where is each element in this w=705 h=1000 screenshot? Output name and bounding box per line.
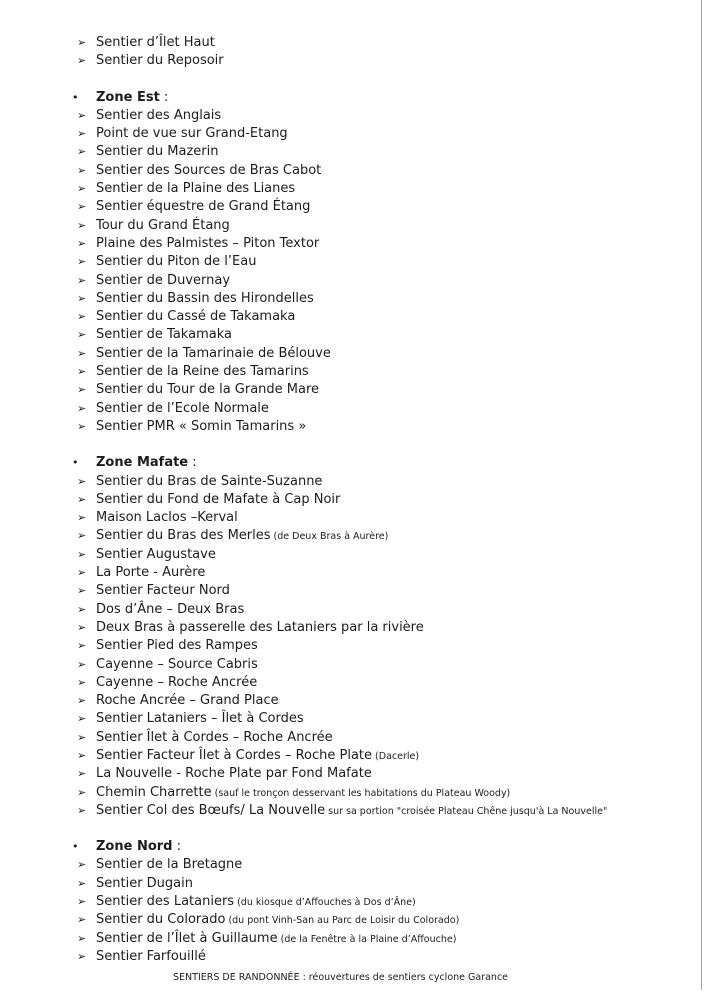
zone-section [0, 838, 700, 966]
arrow-bullet-icon: ➢ [77, 108, 87, 122]
trail-name: Sentier de l’Îlet à Guillaume [96, 930, 278, 946]
arrow-bullet-icon: ➢ [77, 675, 87, 689]
arrow-bullet-icon: ➢ [77, 383, 87, 397]
zone-heading [0, 454, 700, 472]
arrow-bullet-icon: ➢ [77, 182, 87, 196]
trail-name: Sentier Lataniers – Îlet à Cordes [96, 711, 304, 727]
trail-name: Sentier du Mazerin [96, 144, 219, 160]
list-item [0, 911, 700, 929]
trail-name: Sentier équestre de Grand Étang [96, 199, 311, 215]
arrow-bullet-icon: ➢ [77, 748, 87, 762]
arrow-bullet-icon: ➢ [77, 511, 87, 525]
trail-name: Plaine des Palmistes – Piton Textor [96, 235, 320, 251]
list-item [0, 893, 700, 911]
trail-name: Sentier du Bras de Sainte-Suzanne [96, 473, 323, 489]
trail-name: Sentier du Colorado [96, 912, 226, 928]
trail-name: Sentier du Piton de l’Eau [96, 254, 257, 270]
trail-name: Sentier Farfouillé [96, 948, 206, 964]
list-item [0, 235, 700, 253]
arrow-bullet-icon: ➢ [77, 949, 87, 963]
list-item [0, 217, 700, 235]
list-item [0, 875, 700, 893]
arrow-bullet-icon: ➢ [77, 602, 87, 616]
list-item [0, 765, 700, 783]
list-item [0, 290, 700, 308]
list-item [0, 674, 700, 692]
arrow-bullet-icon: ➢ [77, 291, 87, 305]
list-item [0, 601, 700, 619]
trail-name: Sentier de la Plaine des Lianes [96, 181, 296, 197]
arrow-bullet-icon: ➢ [77, 401, 87, 415]
list-item [0, 856, 700, 874]
arrow-bullet-icon: ➢ [77, 547, 87, 561]
arrow-bullet-icon: ➢ [77, 712, 87, 726]
trail-name: Sentier Facteur Nord [96, 583, 230, 599]
list-item [0, 400, 700, 418]
list-item [0, 656, 700, 674]
trail-name: Cayenne – Source Cabris [96, 656, 258, 672]
trail-note: (sauf le tronçon desservant les habitations du Plateau Woody) [211, 787, 511, 799]
zone-title-colon: : [188, 455, 197, 471]
bullet-icon: • [72, 456, 79, 470]
trail-name: Sentier des Lataniers [96, 894, 235, 910]
list-item [0, 253, 700, 271]
trail-name: Sentier de l’Ecole Normale [96, 400, 269, 416]
arrow-bullet-icon: ➢ [77, 584, 87, 598]
arrow-bullet-icon: ➢ [77, 657, 87, 671]
zone-section [0, 89, 700, 437]
arrow-bullet-icon: ➢ [77, 913, 87, 927]
trail-name: Sentier Augustave [96, 546, 216, 562]
list-item [0, 180, 700, 198]
arrow-bullet-icon: ➢ [77, 730, 87, 744]
zone-title: Zone Est [96, 89, 160, 105]
list-item [0, 326, 700, 344]
arrow-bullet-icon: ➢ [77, 346, 87, 360]
list-item [0, 473, 700, 491]
trail-name: Chemin Charrette [96, 784, 212, 800]
list-item [0, 162, 700, 180]
list-item [0, 710, 700, 728]
list-item [0, 948, 700, 966]
zone-title: Zone Mafate [96, 455, 189, 471]
list-item [0, 527, 700, 545]
arrow-bullet-icon: ➢ [77, 694, 87, 708]
list-item [0, 637, 700, 655]
list-item [0, 34, 700, 52]
zones-list [0, 89, 700, 967]
list-item [0, 802, 700, 820]
zone-heading [0, 838, 700, 856]
arrow-bullet-icon: ➢ [77, 419, 87, 433]
arrow-bullet-icon: ➢ [77, 876, 87, 890]
arrow-bullet-icon: ➢ [77, 218, 87, 232]
trail-name: Sentier Col des Bœufs/ La Nouvelle [96, 802, 326, 818]
zone-heading [0, 89, 700, 107]
arrow-bullet-icon: ➢ [77, 858, 87, 872]
list-item [0, 381, 700, 399]
arrow-bullet-icon: ➢ [77, 273, 87, 287]
arrow-bullet-icon: ➢ [77, 767, 87, 781]
arrow-bullet-icon: ➢ [77, 163, 87, 177]
trail-name: Deux Bras à passerelle des Lataniers par la rivière [96, 619, 424, 635]
list-item [0, 125, 700, 143]
list-item [0, 546, 700, 564]
trail-name: Sentier du Bassin des Hirondelles [96, 290, 314, 306]
trail-name: Cayenne – Roche Ancrée [96, 674, 258, 690]
page-footer: SENTIERS DE RANDONNÉE : réouvertures de sentiers cyclone Garance [173, 972, 509, 983]
arrow-bullet-icon: ➢ [77, 36, 87, 49]
trail-name: Sentier Îlet à Cordes – Roche Ancrée [96, 729, 333, 745]
arrow-bullet-icon: ➢ [77, 54, 87, 68]
arrow-bullet-icon: ➢ [77, 474, 87, 488]
trail-note: (Dacerle) [372, 750, 420, 762]
trail-name: Sentier de la Reine des Tamarins [96, 364, 309, 380]
arrow-bullet-icon: ➢ [77, 895, 87, 909]
list-item [0, 143, 700, 161]
arrow-bullet-icon: ➢ [77, 492, 87, 506]
zone-title-colon: : [159, 89, 169, 105]
arrow-bullet-icon: ➢ [77, 785, 87, 799]
list-item [0, 930, 700, 948]
list-item [0, 619, 700, 637]
trail-name: La Nouvelle - Roche Plate par Fond Mafate [96, 766, 372, 782]
arrow-bullet-icon: ➢ [77, 803, 87, 817]
arrow-bullet-icon: ➢ [77, 328, 87, 342]
list-item [0, 784, 700, 802]
list-item [0, 509, 700, 527]
trail-name: Sentier des Anglais [96, 107, 222, 123]
list-item [0, 363, 700, 381]
trail-name: Sentier du Bras des Merles [96, 528, 271, 544]
continued-list [0, 34, 700, 71]
list-item [0, 198, 700, 216]
trail-list-document [0, 34, 700, 966]
arrow-bullet-icon: ➢ [77, 255, 87, 269]
arrow-bullet-icon: ➢ [77, 529, 87, 543]
trail-note: sur sa portion "croisée Plateau Chêne jusqu'à La Nouvelle" [325, 805, 608, 817]
trail-name: Point de vue sur Grand-Etang [96, 126, 288, 142]
bullet-icon: • [72, 90, 79, 104]
trail-name: Sentier de Duvernay [96, 272, 231, 288]
trail-name: Dos d’Âne – Deux Bras [96, 601, 245, 617]
trail-name: Sentier du Cassé de Takamaka [96, 309, 296, 325]
trail-name: Sentier de la Tamarinaie de Bélouve [96, 345, 331, 361]
zone-title: Zone Nord [96, 839, 173, 855]
trail-name: Sentier Facteur Îlet à Cordes – Roche Plate [96, 747, 373, 763]
bullet-icon: • [72, 840, 79, 854]
arrow-bullet-icon: ➢ [77, 620, 87, 634]
list-item [0, 564, 700, 582]
trail-name: Sentier des Sources de Bras Cabot [96, 162, 322, 178]
trail-name: Roche Ancrée – Grand Place [96, 693, 279, 709]
arrow-bullet-icon: ➢ [77, 200, 87, 214]
zone-section [0, 454, 700, 820]
list-item [0, 52, 700, 70]
arrow-bullet-icon: ➢ [77, 931, 87, 945]
arrow-bullet-icon: ➢ [77, 310, 87, 324]
list-item [0, 729, 700, 747]
arrow-bullet-icon: ➢ [77, 365, 87, 379]
trail-name: Sentier de Takamaka [96, 327, 232, 343]
list-item [0, 345, 700, 363]
arrow-bullet-icon: ➢ [77, 566, 87, 580]
trail-note: (de la Fenêtre à la Plaine d’Affouche) [277, 933, 457, 945]
trail-note: (du pont Vinh-San au Parc de Loisir du Colorado) [225, 915, 460, 927]
trail-name: Maison Laclos –Kerval [96, 510, 238, 526]
trail-name: Sentier du Fond de Mafate à Cap Noir [96, 491, 341, 507]
trail-name: Sentier PMR « Somin Tamarins » [96, 418, 307, 434]
trail-note: (de Deux Bras à Aurère) [270, 531, 389, 543]
trail-name: La Porte - Aurère [96, 565, 206, 581]
list-item [0, 418, 700, 436]
list-item [0, 272, 700, 290]
list-item [0, 747, 700, 765]
trail-name: Tour du Grand Étang [96, 217, 230, 233]
trail-note: (du kiosque d’Affouches à Dos d’Âne) [234, 897, 416, 909]
list-item [0, 692, 700, 710]
arrow-bullet-icon: ➢ [77, 127, 87, 141]
trail-name: Sentier de la Bretagne [96, 857, 243, 873]
trail-name: Sentier du Tour de la Grande Mare [96, 382, 320, 398]
zone-title-colon: : [172, 839, 181, 855]
trail-name: Sentier d’Îlet Haut [96, 35, 215, 50]
trail-name: Sentier Dugain [96, 875, 193, 891]
list-item [0, 107, 700, 125]
arrow-bullet-icon: ➢ [77, 145, 87, 159]
trail-name: Sentier Pied des Rampes [96, 638, 258, 654]
list-item [0, 582, 700, 600]
arrow-bullet-icon: ➢ [77, 639, 87, 653]
list-item [0, 308, 700, 326]
arrow-bullet-icon: ➢ [77, 236, 87, 250]
scan-edge-line [701, 0, 702, 990]
list-item [0, 491, 700, 509]
trail-name: Sentier du Reposoir [96, 53, 224, 69]
